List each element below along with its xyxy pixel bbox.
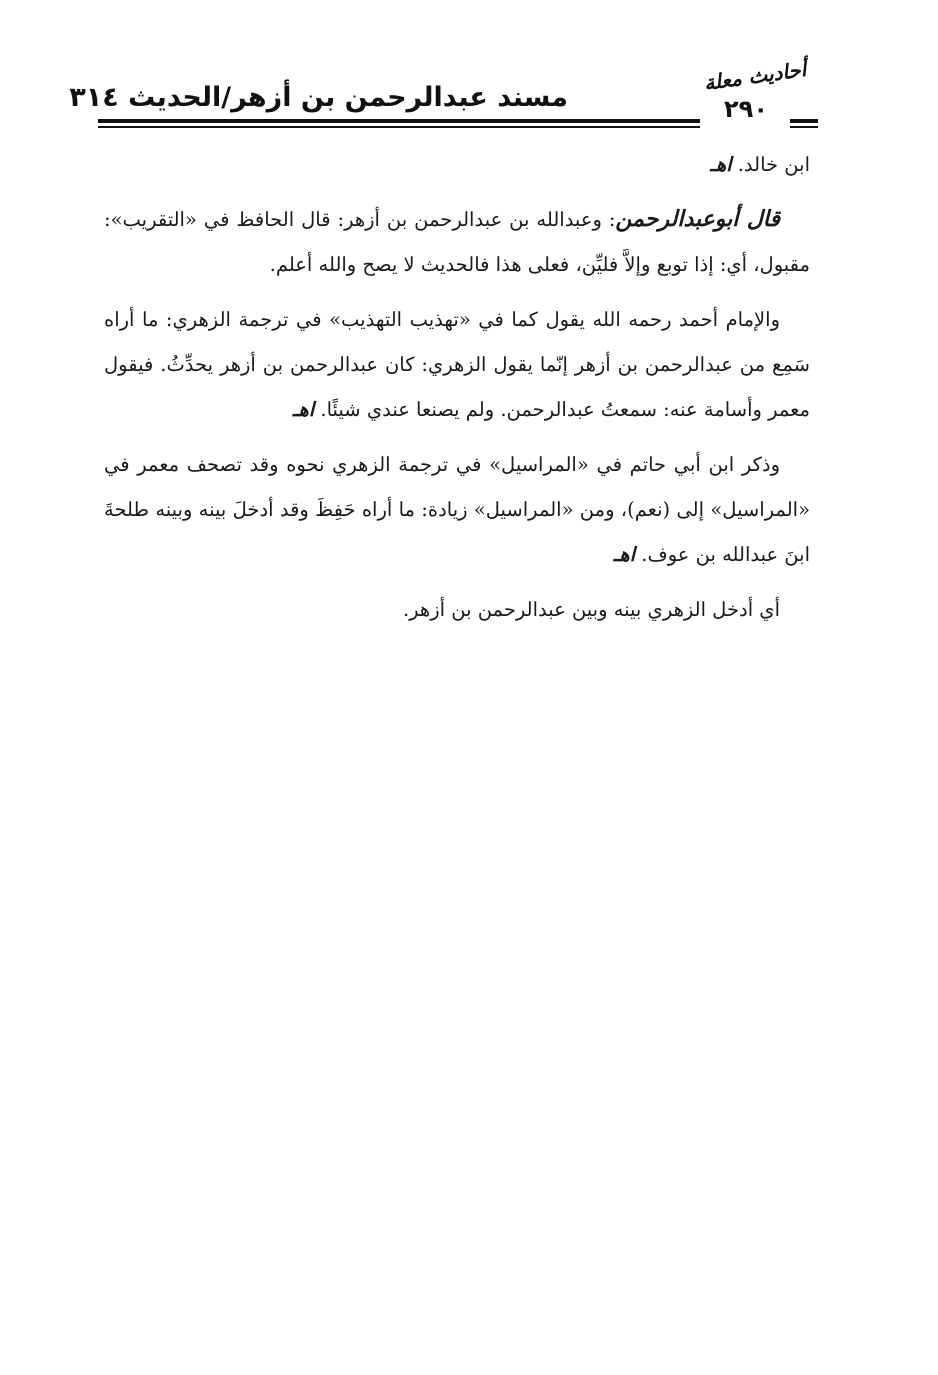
end-of-quote-mark: اهـ bbox=[710, 153, 732, 176]
header-rule-thin bbox=[98, 126, 700, 128]
author-speaker-label: قال أبوعبدالرحمن bbox=[615, 206, 780, 232]
paragraph-3-text: والإمام أحمد رحمه الله يقول كما في «تهذيب التهذيب» في ترجمة الزهري: ما أراه سَمِع من عبدالرحمن بن أزهر إنّما يقول الزهري: كان عبدالرحمن بن أزهر يحدِّثُ. فيقول معمر وأسامة عنه: سمعتُ عبدالرحمن. ولم يصنعا عندي شيئًا. bbox=[104, 308, 810, 421]
end-of-quote-mark: اهـ bbox=[613, 543, 636, 566]
page-number: ٢٩٠ bbox=[724, 95, 768, 123]
paragraph-4 bbox=[104, 442, 810, 577]
paragraph-2-text: : وعبدالله بن عبدالرحمن بن أزهر: قال الحافظ في «التقريب»: مقبول، أي: إذا توبع وإلاَّ فليِّن، فعلى هذا فالحديث لا يصح والله أعلم. bbox=[104, 208, 810, 276]
paragraph-5 bbox=[104, 587, 810, 632]
series-name: أحاديث معلة bbox=[702, 56, 808, 96]
paragraph-3 bbox=[104, 297, 810, 432]
page-number-rule-thick bbox=[790, 119, 818, 123]
page-body bbox=[104, 142, 810, 632]
page-number-rule-thin bbox=[790, 126, 818, 128]
paragraph-5-text: أي أدخل الزهري بينه وبين عبدالرحمن بن أزهر. bbox=[402, 598, 780, 621]
paragraph-1-text: ابن خالد. bbox=[737, 153, 810, 176]
paragraph-4-text: وذكر ابن أبي حاتم في «المراسيل» في ترجمة الزهري نحوه وقد تصحف معمر في «المراسيل» إلى (نعم)، ومن «المراسيل» زيادة: ما أراه حَفِظَ وقد أدخلَ بينه وبينه طلحةَ ابنَ عبدالله بن عوف. bbox=[104, 453, 810, 566]
end-of-quote-mark: اهـ bbox=[292, 398, 315, 421]
running-header-title: مسند عبدالرحمن بن أزهر/الحديث ٣١٤ bbox=[69, 82, 568, 113]
header-rule-thick bbox=[98, 119, 700, 123]
paragraph-2 bbox=[104, 197, 810, 287]
paragraph-1 bbox=[104, 142, 810, 187]
